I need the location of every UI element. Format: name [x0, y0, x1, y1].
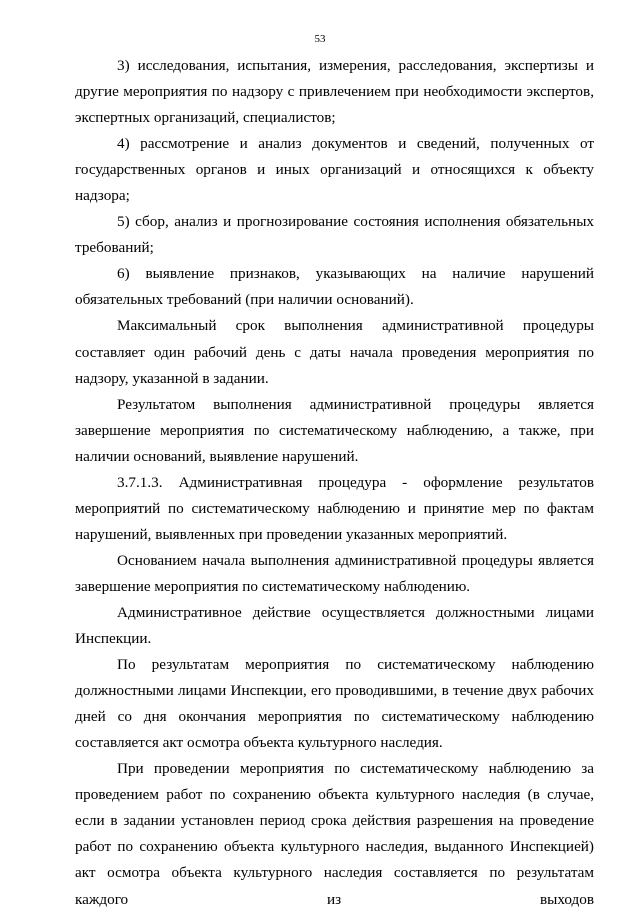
document-body	[75, 53, 594, 913]
section-heading-3-7-1-3: 3.7.1.3. Административная процедура - оформление результатов мероприятий по систематическому наблюдению и принятие мер по фактам нарушений, выявленных при проведении указанных мероприятий.	[75, 473, 594, 543]
paragraph-max-term: Максимальный срок выполнения административной процедуры составляет один рабочий день с даты начала проведения мероприятия по надзору, указанной в задании.	[75, 317, 594, 387]
paragraph-inspection-act: По результатам мероприятия по систематическому наблюдению должностными лицами Инспекции, его проводившими, в течение двух рабочих дней со дня окончания мероприятия по систематическому наблюдению составляется акт осмотра объекта культурного наследия.	[75, 656, 594, 752]
paragraph-item-5: 5) сбор, анализ и прогнозирование состояния исполнения обязательных требований;	[75, 213, 594, 257]
paragraph-action: Административное действие осуществляется должностными лицами Инспекции.	[75, 603, 594, 648]
page-number: 53	[314, 33, 326, 45]
paragraph-item-6: 6) выявление признаков, указывающих на наличие нарушений обязательных требований (при наличии оснований).	[75, 265, 594, 309]
paragraph-basis: Основанием начала выполнения административной процедуры является завершение мероприятия по систематическому наблюдению.	[75, 551, 594, 595]
paragraph-item-4: 4) рассмотрение и анализ документов и сведений, полученных от государственных органов и иных организаций и относящихся к объекту надзора;	[75, 135, 594, 205]
paragraph-result: Результатом выполнения административной процедуры является завершение мероприятия по систематическому наблюдению, а также, при наличии оснований, выявление нарушений.	[75, 395, 594, 465]
paragraph-item-3: 3) исследования, испытания, измерения, расследования, экспертизы и другие мероприятия по надзору с привлечением при необходимости экспертов, экспертных организаций, специалистов;	[75, 57, 594, 127]
paragraph-works-observation: При проведении мероприятия по систематическому наблюдению за проведением работ по сохранению объекта культурного наследия (в случае, если в задании установлен период срока действия разрешения на проведение работ по сохранению объекта культурного наследия, выданного Инспекцией) акт осмотра объекта культурного наследия составляется по результатам каждого из выходов	[75, 760, 594, 908]
